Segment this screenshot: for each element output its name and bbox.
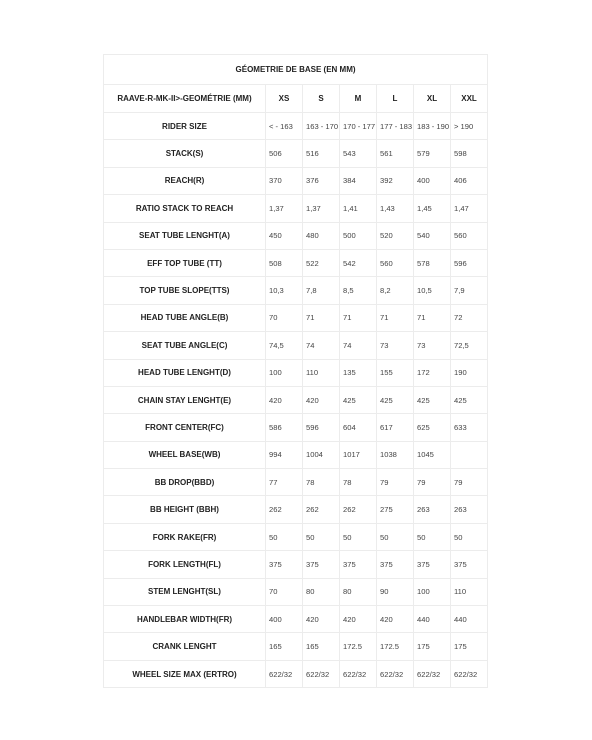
row-label: HEAD TUBE ANGLE(B) <box>104 304 266 331</box>
cell-value <box>451 441 488 468</box>
cell-value: 50 <box>451 523 488 550</box>
cell-value: 622/32 <box>377 660 414 687</box>
cell-value: 80 <box>303 578 340 605</box>
cell-value: 543 <box>340 140 377 167</box>
cell-value: 74 <box>340 332 377 359</box>
cell-value: 190 <box>451 359 488 386</box>
cell-value: 50 <box>266 523 303 550</box>
cell-value: 263 <box>451 496 488 523</box>
cell-value: 425 <box>377 386 414 413</box>
table-body <box>104 113 488 688</box>
cell-value: 1,45 <box>414 195 451 222</box>
table-row <box>104 113 488 140</box>
cell-value: 1017 <box>340 441 377 468</box>
cell-value: 370 <box>266 167 303 194</box>
table-row <box>104 578 488 605</box>
cell-value: 79 <box>377 469 414 496</box>
cell-value: 110 <box>451 578 488 605</box>
cell-value: 994 <box>266 441 303 468</box>
size-header-s: S <box>303 85 340 113</box>
cell-value: 420 <box>266 386 303 413</box>
cell-value: 522 <box>303 249 340 276</box>
row-label: RATIO STACK TO REACH <box>104 195 266 222</box>
cell-value: 1045 <box>414 441 451 468</box>
cell-value: 633 <box>451 414 488 441</box>
cell-value: 100 <box>414 578 451 605</box>
cell-value: 7,9 <box>451 277 488 304</box>
cell-value: < - 163 <box>266 113 303 140</box>
row-label: WHEEL SIZE MAX (ERTRO) <box>104 660 266 687</box>
size-header-xl: XL <box>414 85 451 113</box>
cell-value: 622/32 <box>266 660 303 687</box>
cell-value: 170 - 177 <box>340 113 377 140</box>
row-label: STEM LENGHT(SL) <box>104 578 266 605</box>
cell-value: 392 <box>377 167 414 194</box>
row-label: FORK LENGTH(FL) <box>104 551 266 578</box>
cell-value: 262 <box>340 496 377 523</box>
table-row <box>104 386 488 413</box>
cell-value: 540 <box>414 222 451 249</box>
cell-value: 598 <box>451 140 488 167</box>
model-geometry-header: RAAVE-R-MK-II>-GEOMÉTRIE (MM) <box>104 85 266 113</box>
cell-value: 579 <box>414 140 451 167</box>
cell-value: 425 <box>451 386 488 413</box>
cell-value: 110 <box>303 359 340 386</box>
cell-value: 596 <box>451 249 488 276</box>
cell-value: 72,5 <box>451 332 488 359</box>
cell-value: 50 <box>414 523 451 550</box>
cell-value: 516 <box>303 140 340 167</box>
cell-value: 50 <box>303 523 340 550</box>
size-header-xs: XS <box>266 85 303 113</box>
table-row <box>104 414 488 441</box>
table-row <box>104 496 488 523</box>
cell-value: 440 <box>414 606 451 633</box>
cell-value: 100 <box>266 359 303 386</box>
cell-value: 71 <box>414 304 451 331</box>
cell-value: 90 <box>377 578 414 605</box>
table-row <box>104 441 488 468</box>
cell-value: 560 <box>451 222 488 249</box>
row-label: BB DROP(BBD) <box>104 469 266 496</box>
cell-value: 506 <box>266 140 303 167</box>
cell-value: 586 <box>266 414 303 441</box>
cell-value: 520 <box>377 222 414 249</box>
cell-value: 1004 <box>303 441 340 468</box>
cell-value: 78 <box>340 469 377 496</box>
row-label: EFF TOP TUBE (TT) <box>104 249 266 276</box>
cell-value: 172.5 <box>377 633 414 660</box>
cell-value: 560 <box>377 249 414 276</box>
cell-value: 71 <box>377 304 414 331</box>
row-label: FRONT CENTER(FC) <box>104 414 266 441</box>
cell-value: 1,37 <box>266 195 303 222</box>
cell-value: 375 <box>414 551 451 578</box>
cell-value: 165 <box>303 633 340 660</box>
cell-value: 375 <box>377 551 414 578</box>
cell-value: 500 <box>340 222 377 249</box>
cell-value: 376 <box>303 167 340 194</box>
table-row <box>104 249 488 276</box>
cell-value: 480 <box>303 222 340 249</box>
cell-value: 1,43 <box>377 195 414 222</box>
table-row <box>104 660 488 687</box>
cell-value: 384 <box>340 167 377 194</box>
cell-value: 71 <box>340 304 377 331</box>
cell-value: 425 <box>340 386 377 413</box>
cell-value: 604 <box>340 414 377 441</box>
cell-value: 1,41 <box>340 195 377 222</box>
row-label: RIDER SIZE <box>104 113 266 140</box>
cell-value: 406 <box>451 167 488 194</box>
size-header-l: L <box>377 85 414 113</box>
table-row <box>104 469 488 496</box>
row-label: SEAT TUBE ANGLE(C) <box>104 332 266 359</box>
cell-value: 425 <box>414 386 451 413</box>
cell-value: 375 <box>303 551 340 578</box>
cell-value: 1,37 <box>303 195 340 222</box>
cell-value: 450 <box>266 222 303 249</box>
cell-value: 596 <box>303 414 340 441</box>
size-header-xxl: XXL <box>451 85 488 113</box>
table-row <box>104 633 488 660</box>
cell-value: 420 <box>377 606 414 633</box>
cell-value: 172 <box>414 359 451 386</box>
cell-value: 74,5 <box>266 332 303 359</box>
cell-value: 275 <box>377 496 414 523</box>
cell-value: 50 <box>377 523 414 550</box>
table-row <box>104 606 488 633</box>
table-row <box>104 222 488 249</box>
cell-value: 10,5 <box>414 277 451 304</box>
table-title: GÉOMETRIE DE BASE (EN MM) <box>104 55 488 85</box>
cell-value: 78 <box>303 469 340 496</box>
table-row <box>104 359 488 386</box>
cell-value: 8,2 <box>377 277 414 304</box>
cell-value: 8,5 <box>340 277 377 304</box>
cell-value: 77 <box>266 469 303 496</box>
row-label: SEAT TUBE LENGHT(A) <box>104 222 266 249</box>
cell-value: 622/32 <box>414 660 451 687</box>
cell-value: 262 <box>266 496 303 523</box>
table-row <box>104 167 488 194</box>
cell-value: 622/32 <box>451 660 488 687</box>
cell-value: 71 <box>303 304 340 331</box>
cell-value: 183 - 190 <box>414 113 451 140</box>
cell-value: 617 <box>377 414 414 441</box>
cell-value: 79 <box>414 469 451 496</box>
cell-value: 578 <box>414 249 451 276</box>
geometry-table <box>103 54 488 688</box>
row-label: WHEEL BASE(WB) <box>104 441 266 468</box>
cell-value: 172.5 <box>340 633 377 660</box>
cell-value: 80 <box>340 578 377 605</box>
cell-value: 400 <box>266 606 303 633</box>
cell-value: 70 <box>266 578 303 605</box>
cell-value: 622/32 <box>340 660 377 687</box>
table-row <box>104 140 488 167</box>
cell-value: 625 <box>414 414 451 441</box>
table-row <box>104 332 488 359</box>
cell-value: 79 <box>451 469 488 496</box>
cell-value: 70 <box>266 304 303 331</box>
cell-value: 420 <box>340 606 377 633</box>
cell-value: 420 <box>303 386 340 413</box>
cell-value: 622/32 <box>303 660 340 687</box>
cell-value: 177 - 183 <box>377 113 414 140</box>
table-row <box>104 195 488 222</box>
cell-value: 561 <box>377 140 414 167</box>
cell-value: 420 <box>303 606 340 633</box>
cell-value: 72 <box>451 304 488 331</box>
table-row <box>104 277 488 304</box>
cell-value: 262 <box>303 496 340 523</box>
cell-value: 10,3 <box>266 277 303 304</box>
cell-value: 375 <box>266 551 303 578</box>
cell-value: 165 <box>266 633 303 660</box>
row-label: CRANK LENGHT <box>104 633 266 660</box>
row-label: REACH(R) <box>104 167 266 194</box>
cell-value: 7,8 <box>303 277 340 304</box>
cell-value: 542 <box>340 249 377 276</box>
cell-value: 400 <box>414 167 451 194</box>
table-row <box>104 523 488 550</box>
cell-value: 74 <box>303 332 340 359</box>
row-label: FORK RAKE(FR) <box>104 523 266 550</box>
cell-value: 375 <box>340 551 377 578</box>
size-header-row <box>104 85 488 113</box>
row-label: TOP TUBE SLOPE(TTS) <box>104 277 266 304</box>
cell-value: 73 <box>377 332 414 359</box>
table-row <box>104 551 488 578</box>
cell-value: 1038 <box>377 441 414 468</box>
row-label: STACK(S) <box>104 140 266 167</box>
row-label: BB HEIGHT (BBH) <box>104 496 266 523</box>
cell-value: 508 <box>266 249 303 276</box>
cell-value: 375 <box>451 551 488 578</box>
row-label: HANDLEBAR WIDTH(FR) <box>104 606 266 633</box>
cell-value: 263 <box>414 496 451 523</box>
cell-value: 50 <box>340 523 377 550</box>
cell-value: 440 <box>451 606 488 633</box>
size-header-m: M <box>340 85 377 113</box>
cell-value: 175 <box>451 633 488 660</box>
cell-value: 155 <box>377 359 414 386</box>
cell-value: > 190 <box>451 113 488 140</box>
cell-value: 175 <box>414 633 451 660</box>
cell-value: 1,47 <box>451 195 488 222</box>
cell-value: 73 <box>414 332 451 359</box>
row-label: CHAIN STAY LENGHT(E) <box>104 386 266 413</box>
cell-value: 135 <box>340 359 377 386</box>
row-label: HEAD TUBE LENGHT(D) <box>104 359 266 386</box>
cell-value: 163 - 170 <box>303 113 340 140</box>
table-row <box>104 304 488 331</box>
